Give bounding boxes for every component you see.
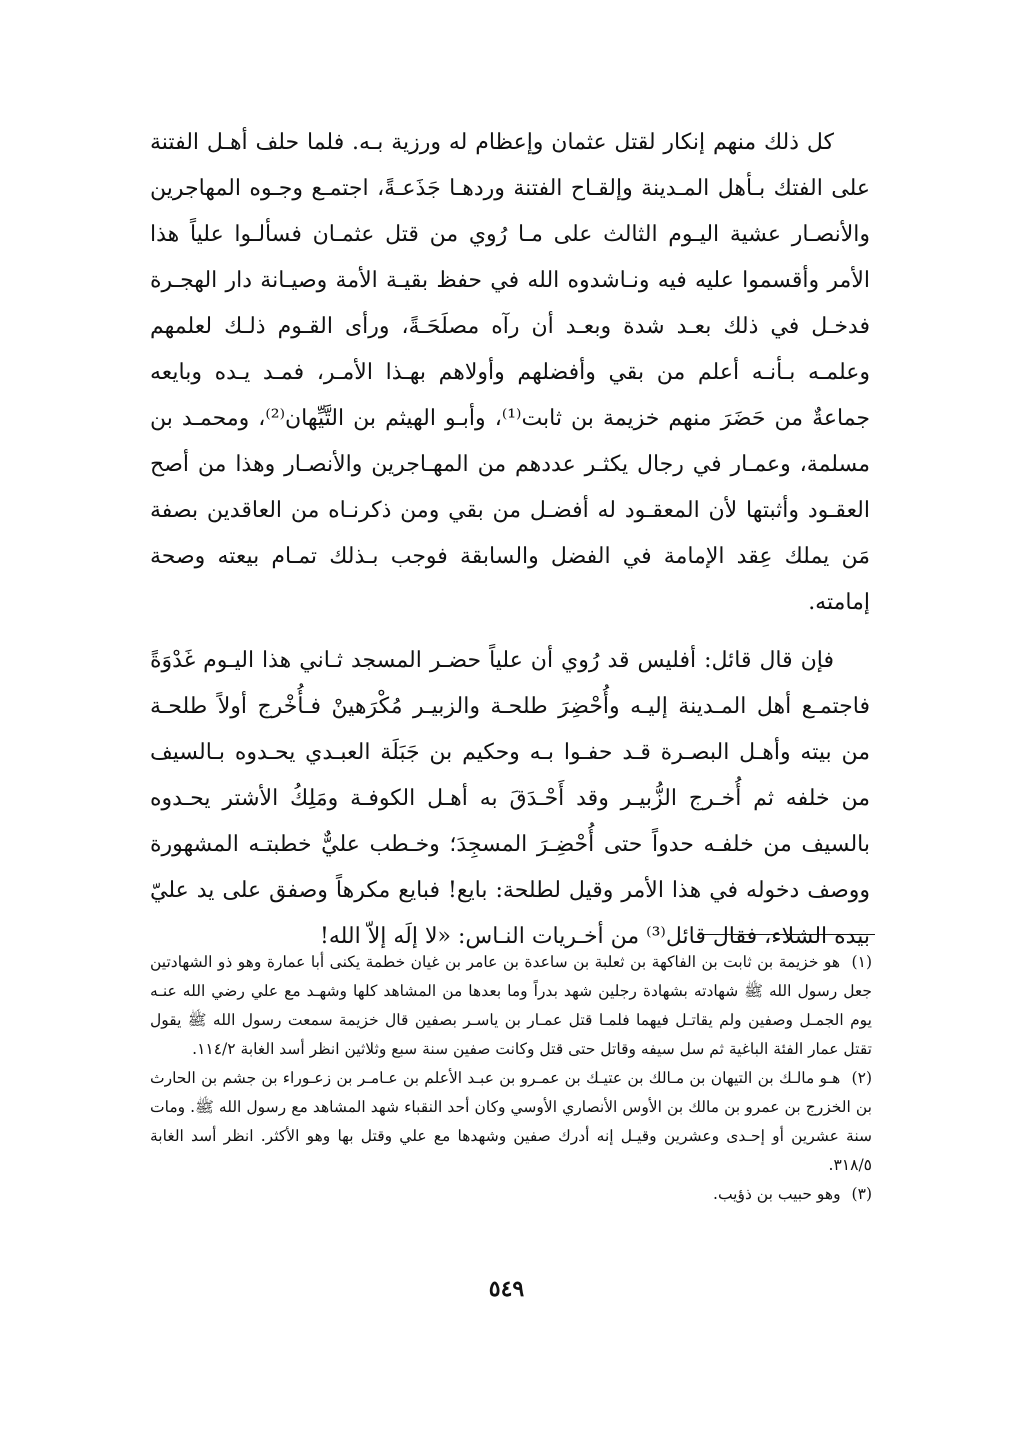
main-text xyxy=(150,120,870,960)
body-paragraph-2: فإن قال قائل: أفليس قد رُوي أن علياً حضـر المسجد ثـاني هذا اليـوم غَدْوَةً فاجتمـع أهل المـدينة إليـه وأُحْضِرَ طلحـة والزبيـر مُكْرَهينْ فـأُخْرج أولاً طلحـة من بيته وأهـل البصـرة قـد حفـوا بـه وحكيم بن جَبَلَة العبـدي يحـدوه بـالسيف من خلفه ثم أُخـرج الزُّبيـر وقد أَحْـدَقَ به أهـل الكوفـة ومَلِكُ الأشتر يحـدوه بالسيف من خلفـه حدواً حتى أُحْضِـرَ المسجِدَ؛ وخـطب عليٌّ خطبتـه المشهورة ووصف دخوله في هذا الأمر وقيل لطلحة: بايع! فبايع مكرهاً وصفق على يد عليّ بيده الشلاء، فقال قائل⁽³⁾ من أخـريات النـاس: «لا إلَه إلاّ الله! xyxy=(150,648,870,949)
footnote-text: هـو مالـك بن التيهان بن مـالك بن عتيـك بن عمـرو بن عبـد الأعلم بن عـامـر بن زعـوراء بن جشم بن الحارث بن الخزرج بن عمرو بن مالك بن الأوس الأنصاري الأوسي وكان أحد النقباء شهد المشاهد مع رسول الله ﷺ. ومات سنة عشرين أو إحـدى وعشرين وقيـل إنه أدرك صفين وشهدها مع علي وقتل بها وهو الأكثر. انظر أسد الغابة ٣١٨/٥. xyxy=(150,1069,872,1174)
footnote-text: وهو حبيب بن ذؤيب. xyxy=(713,1185,841,1203)
footnote-text: هو خزيمة بن ثابت بن الفاكهة بن ثعلبة بن ساعدة بن عامر بن غيان خطمة يكنى أبا عمارة وهو ذو الشهادتين جعل رسول الله ﷺ شهادته بشهادة رجلين شهد بدراً وما بعدها من المشاهد كلها وشهـد مع علي رضي الله عنـه يوم الجمـل وصفين ولم يقاتـل فيهما فلمـا قتل عمـار بن ياسـر بصفين قال خزيمة سمعت رسول الله ﷺ يقول تقتل عمار الفئة الباغية ثم سل سيفه وقاتل حتى قتل وكانت صفين سنة سبع وثلاثين انظر أسد الغابة ١١٤/٢. xyxy=(150,953,872,1058)
footnote-number: (١) xyxy=(851,953,872,971)
footnote-divider xyxy=(700,934,875,935)
footnote-number: (٢) xyxy=(851,1069,872,1087)
page-number: ٥٤٩ xyxy=(488,1276,525,1302)
footnote-3 xyxy=(150,1180,872,1209)
footnote-number: (٣) xyxy=(851,1185,872,1203)
body-paragraph-1: كل ذلك منهم إنكار لقتل عثمان وإعظام له ورزية بـه. فلما حلف أهـل الفتنة على الفتك بـأهل المـدينة وإلقـاح الفتنة وردهـا جَذَعـةً، اجتمـع وجـوه المهاجرين والأنصـار عشية اليـوم الثالث على مـا رُوي من قتل عثمـان فسألـوا علياً هذا الأمر وأقسموا عليه فيه ونـاشدوه الله في حفظ بقيـة الأمة وصيـانة دار الهجـرة فدخـل في ذلك بعـد شدة وبعـد أن رآه مصلَحَـةً، ورأى القـوم ذلـك لعلمهم وعلمـه بـأنـه أعلم من بقي وأفضلهم وأولاهم بهـذا الأمـر، فمـد يـده وبايعه جماعةٌ من حَضَرَ منهم خزيمة بن ثابت⁽¹⁾، وأبـو الهيثم بن التَّيِّهان⁽²⁾، ومحمـد بن مسلمة، وعمـار في رجال يكثـر عددهم من المهـاجرين والأنصـار وهذا من أصح العقـود وأثبتها لأن المعقـود له أفضـل من بقي ومن ذكرنـاه من العاقدين بصفة مَن يملك عِقد الإمامة في الفضل والسابقة فوجب بـذلك تمـام بيعته وصحة إمامته. xyxy=(150,130,871,615)
footnote-2 xyxy=(150,1064,872,1180)
footnotes xyxy=(150,948,872,1209)
footnote-1 xyxy=(150,948,872,1064)
